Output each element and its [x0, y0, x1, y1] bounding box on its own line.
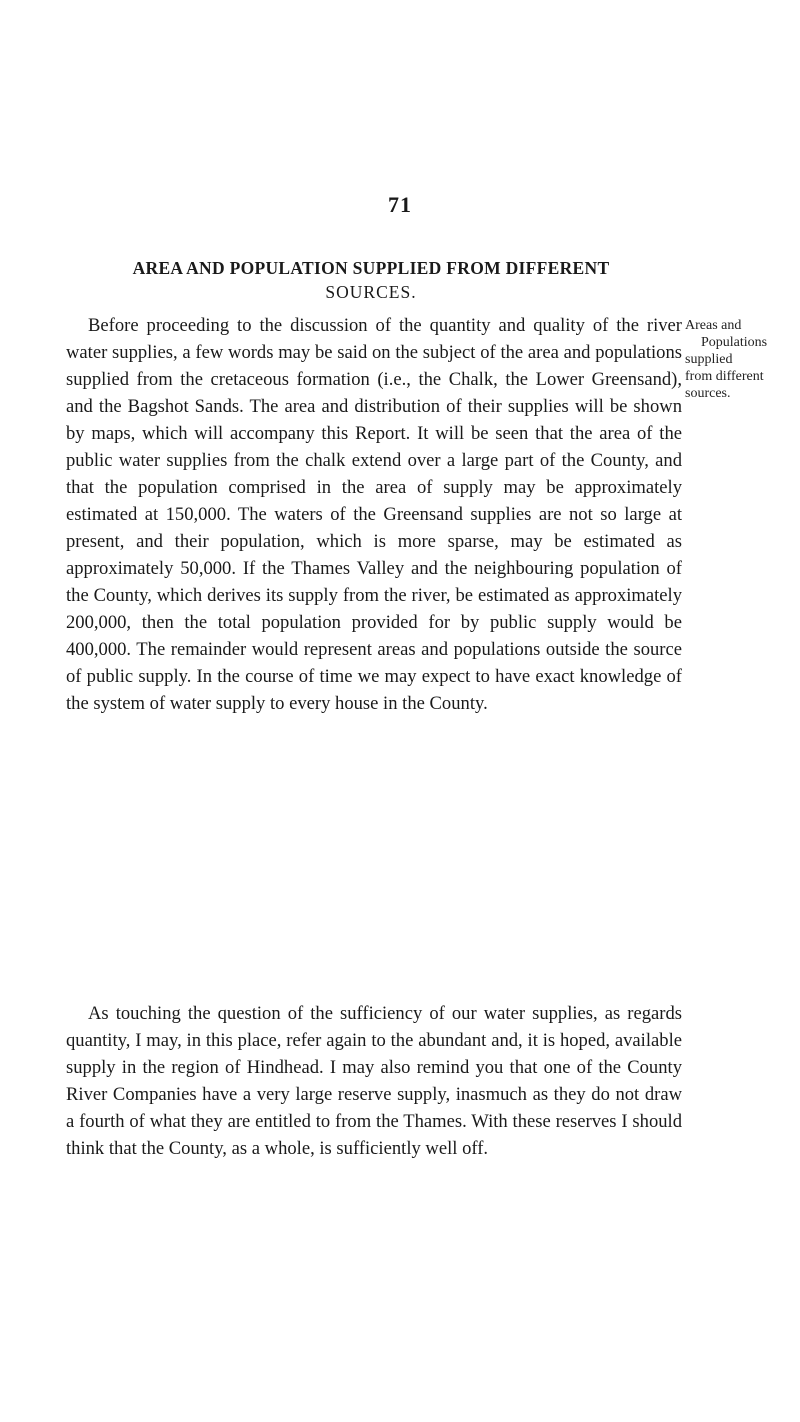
page-number: 71	[388, 192, 412, 217]
margin-note-line-5: sources.	[685, 386, 731, 401]
margin-note	[685, 317, 800, 402]
margin-note-line-4: from different	[685, 369, 764, 384]
margin-note-line-3: supplied	[685, 352, 733, 367]
margin-note-line-2: Populations	[701, 335, 768, 350]
paragraph-text: As touching the question of the sufficiency of our water supplies, as regards quantity, I may, in this place, refer again to the abundant and, it is hoped, available supply in the region of Hindhead. I may also remind you that one of the County River Companies have a very large reserve supply, inasmuch as they do not draw a fourth of what they are entitled to from the Thames. With these reserves I should think that the County, as a whole, is sufficiently well off.	[66, 1003, 682, 1159]
section-heading	[76, 256, 666, 304]
section-heading-line-1: AREA AND POPULATION SUPPLIED FROM DIFFERENT	[132, 258, 610, 278]
margin-note-line-1: Areas and	[685, 318, 742, 333]
body-paragraph-2	[66, 1000, 682, 1162]
body-paragraph-1	[66, 312, 682, 717]
section-heading-line-2: SOURCES.	[325, 282, 417, 302]
paragraph-text: Before proceeding to the discussion of the quantity and quality of the river water supplies, a few words may be said on the subject of the area and populations supplied from the cretaceous formation (i.e., the Chalk, the Lower Greensand), and the Bagshot Sands. The area and distribution of their supplies will be shown by maps, which will accompany this Report. It will be seen that the area of the public water supplies from the chalk extend over a large part of the County, and that the population comprised in the area of supply may be approximately estimated at 150,000. The waters of the Greensand supplies are not so large at present, and their population, which is more sparse, may be estimated as approximately 50,000. If the Thames Valley and the neighbouring population of the County, which derives its supply from the river, be estimated as approximately 200,000, then the total population provided for by public supply would be 400,000. The remainder would represent areas and populations outside the source of public supply. In the course of time we may expect to have exact knowledge of the system of water supply to every house in the County.	[66, 315, 682, 714]
